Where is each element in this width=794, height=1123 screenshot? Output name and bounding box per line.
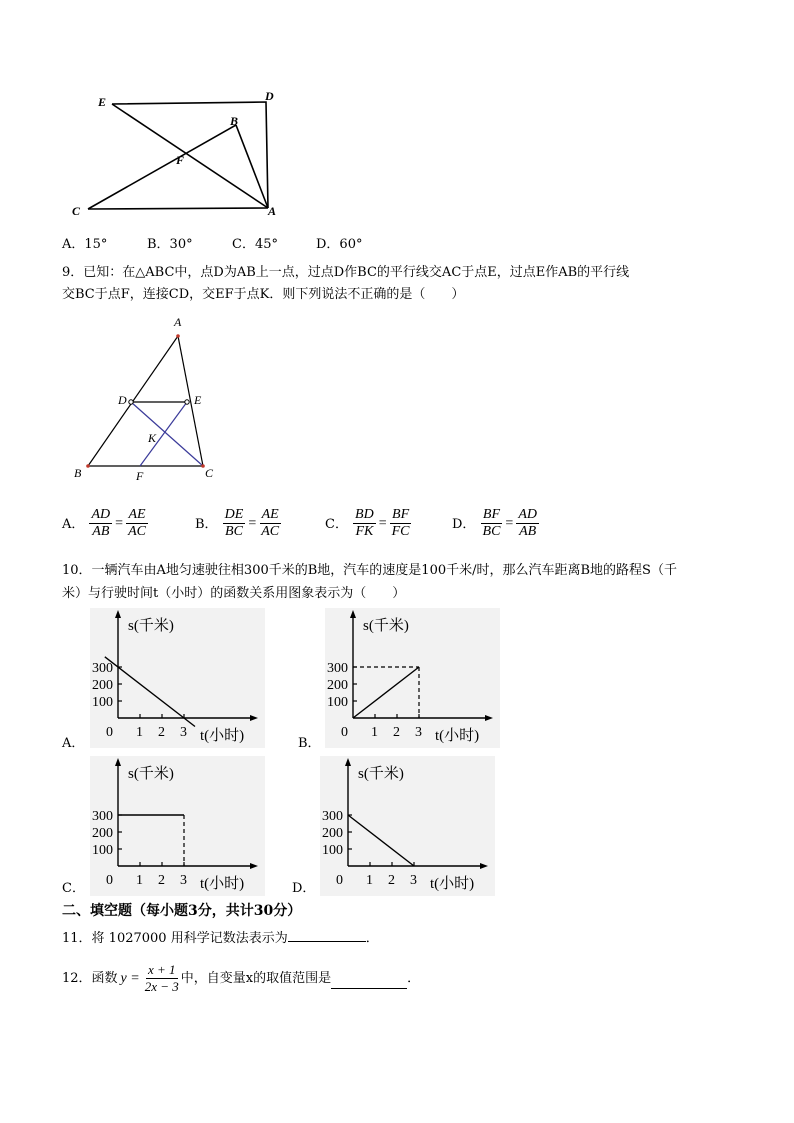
x-tick-label: 1 xyxy=(136,725,143,740)
q8-option-d: D．60° xyxy=(316,237,363,252)
x-tick-label: 1 xyxy=(371,725,378,740)
x-axis-label: t(小时) xyxy=(435,728,480,744)
q12-stem: 12．函数 y = $\frac{x + 1}{2x - 3}$ 中，自变量x的取值范围是 ． xyxy=(62,962,421,994)
x-axis-label: t(小时) xyxy=(200,728,245,744)
x-tick-label: 3 xyxy=(180,725,187,740)
fig9-label-k: K xyxy=(148,431,157,445)
fig9-label-b: B xyxy=(74,466,82,480)
q10-option-b-letter: B． xyxy=(298,736,321,751)
q10-option-d-letter: D． xyxy=(292,881,316,896)
y-tick-label: 200 xyxy=(92,678,113,693)
y-axis-label: s(千米) xyxy=(128,766,174,782)
q10-graph-a xyxy=(90,608,265,748)
q9-option-b: B． $\frac{DE}{BC}$ = $\frac{AE}{AC}$ xyxy=(195,507,280,539)
q10-stem-line1: 10．一辆汽车由A地匀速驶往相300千米的B地，汽车的速度是100千米/时，那么汽车距离B地的路程S（千 xyxy=(62,563,677,578)
q10-graph-d xyxy=(320,756,495,896)
graph-background xyxy=(90,756,265,896)
y-tick-label: 200 xyxy=(322,826,343,841)
q8-option-b: B．30° xyxy=(147,237,193,252)
x-tick-label: 2 xyxy=(388,873,395,888)
q10-stem-line2: 米）与行驶时间t（小时）的函数关系用图象表示为（ ） xyxy=(62,586,406,601)
q10-option-c-letter: C． xyxy=(62,881,85,896)
y-tick-label: 300 xyxy=(92,661,113,676)
y-axis-label: s(千米) xyxy=(363,618,409,634)
x-tick-label: 2 xyxy=(393,725,400,740)
fig9-label-e: E xyxy=(194,393,202,407)
figure-q8-diagram xyxy=(60,88,300,223)
fig8-label-f: F xyxy=(176,153,185,167)
fig8-label-a: A xyxy=(268,204,277,218)
q9-option-c: C． $\frac{BD}{FK}$ = $\frac{BF}{FC}$ xyxy=(325,507,410,539)
y-tick-label: 300 xyxy=(327,661,348,676)
y-tick-label: 200 xyxy=(327,678,348,693)
y-tick-label: 100 xyxy=(92,843,113,858)
x-tick-label: 3 xyxy=(180,873,187,888)
fig9-label-c: C xyxy=(205,466,214,480)
graph-background xyxy=(320,756,495,896)
fig8-label-e: E xyxy=(98,95,107,109)
x-tick-label: 3 xyxy=(410,873,417,888)
q10-graph-c xyxy=(90,756,265,896)
q11-answer-blank[interactable] xyxy=(288,929,366,942)
q9-option-a: A． $\frac{AD}{AB}$ = $\frac{AE}{AC}$ xyxy=(62,507,146,539)
x-axis-label: t(小时) xyxy=(430,876,475,892)
section-title-fill-in: 二、填空题（每小题3分，共计30分） xyxy=(62,903,302,919)
y-axis-label: s(千米) xyxy=(358,766,404,782)
fig8-segment-c-a xyxy=(88,208,268,209)
x-tick-label: 1 xyxy=(366,873,373,888)
x-tick-label: 0 xyxy=(106,725,113,740)
q10-graph-b xyxy=(325,608,500,748)
y-axis-label: s(千米) xyxy=(128,618,174,634)
y-tick-label: 300 xyxy=(322,809,343,824)
y-tick-label: 100 xyxy=(327,695,348,710)
q11-stem: 11．将 1027000 用科学记数法表示为 ． xyxy=(62,931,379,946)
x-tick-label: 2 xyxy=(158,873,165,888)
graph-background xyxy=(90,608,265,748)
fig8-segment-e-a xyxy=(112,104,268,208)
q8-option-a: A．15° xyxy=(62,237,108,252)
fig9-label-f: F xyxy=(136,469,144,482)
y-tick-label: 200 xyxy=(92,826,113,841)
fig9-label-d: D xyxy=(118,393,127,407)
x-tick-label: 0 xyxy=(336,873,343,888)
fig9-point-e xyxy=(185,400,189,404)
q10-option-a-letter: A． xyxy=(62,736,85,751)
fig9-point-b xyxy=(86,464,90,468)
q9-stem-line1: 9．已知：在△ABC中，点D为AB上一点，过点D作BC的平行线交AC于点E，过点E作AB的平行线 xyxy=(62,265,630,280)
x-tick-label: 0 xyxy=(341,725,348,740)
fig8-label-b: B xyxy=(230,114,239,128)
q9-option-d: D． $\frac{BF}{BC}$ = $\frac{AD}{AB}$ xyxy=(452,507,537,539)
q9-stem-line2: 交BC于点F，连接CD，交EF于点K．则下列说法不正确的是（ ） xyxy=(62,287,465,302)
fig8-label-c: C xyxy=(72,204,81,218)
fig8-label-d: D xyxy=(265,89,274,103)
fig9-point-d xyxy=(129,400,133,404)
q12-answer-blank[interactable] xyxy=(331,976,407,989)
figure-q9-triangle xyxy=(68,312,228,482)
graph-background xyxy=(325,608,500,748)
x-tick-label: 3 xyxy=(415,725,422,740)
y-tick-label: 100 xyxy=(322,843,343,858)
q8-option-c: C．45° xyxy=(232,237,278,252)
x-tick-label: 1 xyxy=(136,873,143,888)
fig8-segment-b-a xyxy=(236,125,268,208)
x-tick-label: 0 xyxy=(106,873,113,888)
y-tick-label: 100 xyxy=(92,695,113,710)
x-axis-label: t(小时) xyxy=(200,876,245,892)
x-tick-label: 2 xyxy=(158,725,165,740)
fig9-label-a: A xyxy=(174,315,182,329)
y-tick-label: 300 xyxy=(92,809,113,824)
fig9-point-a xyxy=(176,334,180,338)
